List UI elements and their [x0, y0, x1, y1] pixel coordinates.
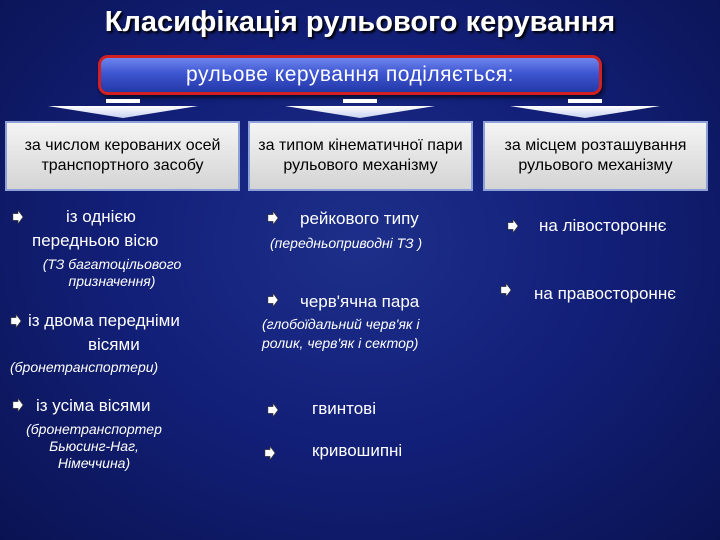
bullet-arrow-icon: [12, 398, 24, 412]
pair-note-worm-line2: ролик, черв'як і сектор): [262, 335, 419, 351]
pair-note-rack: (передньоприводні ТЗ ): [270, 235, 423, 251]
location-item-left-label: на лівостороннє: [539, 216, 667, 235]
root-label: рульове керування поділяється:: [186, 63, 514, 86]
axles-item-two-label-cont: вісями: [88, 335, 140, 354]
axles-item-one-label-cont: передньою вісю: [32, 231, 159, 250]
category-label: за місцем розташування рульового механізму: [504, 137, 687, 174]
axles-note-two: (бронетранспортери): [10, 359, 159, 375]
category-box-kinematic-pair: [248, 121, 473, 191]
bullet-arrow-icon: [500, 283, 512, 297]
pair-item-worm-label: черв'ячна пара: [300, 292, 420, 311]
bullet-arrow-icon: [12, 210, 24, 224]
axles-note-all: (бронетранспортер Бьюсинг-Наг, Німеччина): [26, 421, 162, 471]
arrow-down-icon: [500, 96, 670, 120]
pair-item-rack-label: рейкового типу: [300, 209, 419, 228]
bullet-arrow-icon: [267, 211, 279, 225]
category-label: за числом керованих осей транспортного засобу: [24, 137, 221, 174]
bullet-arrow-icon: [507, 219, 519, 233]
axles-item-one-label: із однією: [66, 207, 136, 226]
bullet-arrow-icon: [10, 314, 22, 328]
bullet-arrow-icon: [264, 446, 276, 460]
category-box-location: [483, 121, 708, 191]
axles-note-one: (ТЗ багатоцільового призначення): [42, 256, 182, 289]
root-box: [98, 55, 602, 95]
axles-item-two-label: із двома передніми: [28, 311, 180, 330]
pair-note-worm-line1: (глобоїдальний черв'як і: [262, 316, 420, 332]
location-item-right-label: на правостороннє: [534, 284, 676, 303]
category-label: за типом кінематичної пари рульового механізму: [258, 137, 463, 174]
bullet-arrow-icon: [267, 293, 279, 307]
bullet-arrow-icon: [267, 403, 279, 417]
category-box-axles: [5, 121, 240, 191]
pair-item-crank-label: кривошипні: [312, 441, 403, 460]
axles-item-all-label: із усіма вісями: [36, 396, 151, 415]
arrow-down-icon: [275, 96, 445, 120]
pair-item-screw-label: гвинтові: [312, 399, 376, 418]
page-title: Класифікація рульового керування: [104, 6, 616, 38]
arrow-down-icon: [38, 96, 208, 120]
